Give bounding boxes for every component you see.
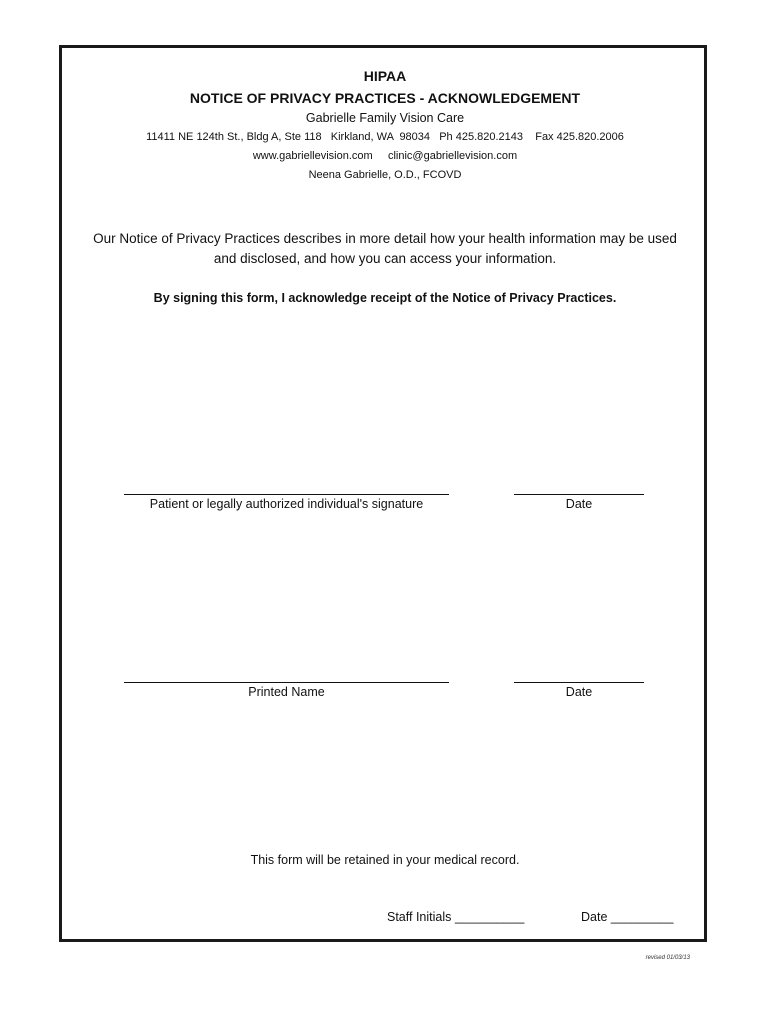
practice-address: 11411 NE 124th St., Bldg A, Ste 118 Kirkland, WA 98034 Ph 425.820.2143 Fax 425.820.2006 bbox=[146, 131, 624, 143]
acknowledgement-statement: By signing this form, I acknowledge receipt of the Notice of Privacy Practices. bbox=[153, 291, 617, 305]
printed-date-label: Date bbox=[565, 685, 593, 699]
form-subtitle: NOTICE OF PRIVACY PRACTICES - ACKNOWLEDGEMENT bbox=[189, 90, 581, 106]
staff-date-field[interactable]: Date _________ bbox=[581, 910, 674, 924]
printed-name-line[interactable] bbox=[124, 682, 449, 683]
notice-line-1: Our Notice of Privacy Practices describes in more detail how your health information may be used bbox=[93, 231, 677, 246]
notice-line-2: and disclosed, and how you can access your information. bbox=[213, 251, 557, 266]
practice-name: Gabrielle Family Vision Care bbox=[305, 111, 465, 125]
signature-line[interactable] bbox=[124, 494, 449, 495]
signature-date-label: Date bbox=[565, 497, 593, 511]
form-title: HIPAA bbox=[363, 68, 407, 84]
signature-date-line[interactable] bbox=[514, 494, 644, 495]
retention-note: This form will be retained in your medical record. bbox=[250, 853, 520, 867]
doctor-name: Neena Gabrielle, O.D., FCOVD bbox=[308, 169, 462, 181]
signature-label: Patient or legally authorized individual's signature bbox=[149, 497, 424, 511]
staff-initials-field[interactable]: Staff Initials __________ bbox=[387, 910, 525, 924]
printed-date-line[interactable] bbox=[514, 682, 644, 683]
practice-web-email: www.gabriellevision.com clinic@gabriellevision.com bbox=[252, 150, 518, 162]
printed-name-label: Printed Name bbox=[248, 685, 325, 699]
revision-note: revised 01/03/13 bbox=[645, 955, 690, 961]
